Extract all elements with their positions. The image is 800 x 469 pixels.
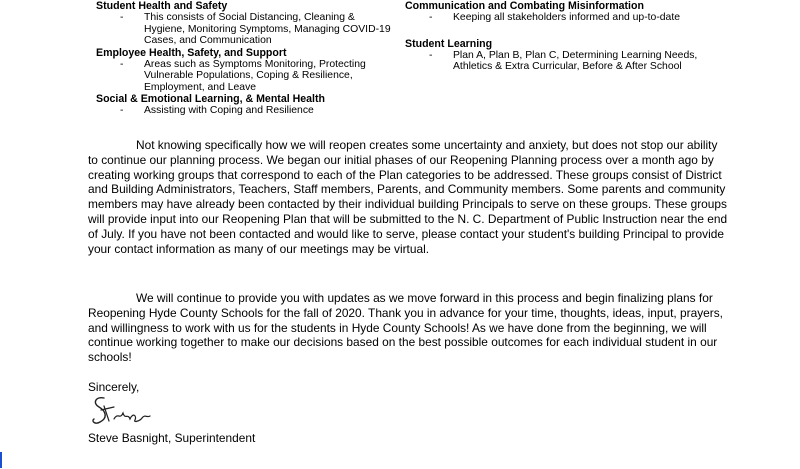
category-section <box>405 38 735 73</box>
category-section <box>96 93 396 117</box>
right-plan-categories <box>405 0 735 73</box>
category-bullet: - Areas such as Symptoms Monitoring, Protecting Vulnerable Populations, Coping & Resilience, Employment, and Leave <box>120 58 366 93</box>
category-section <box>96 47 396 94</box>
category-heading: Employee Health, Safety, and Support <box>96 46 287 59</box>
category-bullet: - This consists of Social Distancing, Cleaning & Hygiene, Monitoring Symptoms, Managing COVID-19 Cases, and Communication <box>120 12 391 46</box>
category-bullet: - Plan A, Plan B, Plan C, Determining Learning Needs, Athletics & Extra Curricular, Before & After School <box>429 49 698 72</box>
scan-edge-mark <box>0 452 2 468</box>
category-section <box>96 0 396 47</box>
category-heading: Student Health and Safety <box>96 0 228 12</box>
category-section <box>405 0 735 24</box>
dash-marker: - <box>120 105 124 116</box>
closing-salutation: Sincerely, <box>88 380 140 394</box>
dash-marker: - <box>120 12 124 23</box>
body-paragraph: We will continue to provide you with updates as we move forward in this process and begin finalizing plans for Reopening Hyde County Schools for the fall of 2020. Thank you in advance for your time, thoughts, ideas, input, prayers, and willingness to work with us for the students in Hyde County Schools! As we have done from the beginning, we will continue working together to make our decisions based on the best possible outcomes for each individual student in our schools! <box>88 291 723 365</box>
category-heading: Student Learning <box>405 37 493 50</box>
dash-marker: - <box>120 58 124 70</box>
signer-name: Steve Basnight, Superintendent <box>88 431 256 445</box>
category-bullet: - Keeping all stakeholders informed and up-to-date <box>429 12 681 23</box>
dash-marker: - <box>429 12 433 23</box>
body-paragraph: Not knowing specifically how we will reopen creates some uncertainty and anxiety, but does not stop our ability to continue our planning process. We began our initial phases of our Reopening Planning process over a month ago by creating working groups that correspond to each of the Plan categories to be addressed. These groups consist of District and Building Administrators, Teachers, Staff members, Parents, and Community members. Some parents and community members may have already been contacted by their individual building Principals to serve on these groups. These groups will provide input into our Reopening Plan that will be submitted to the N. C. Department of Public Instruction near the end of July. If you have not been contacted and would like to serve, please contact your student's building Principal to provide your contact information as many of our meetings may be virtual. <box>88 138 728 256</box>
category-heading: Communication and Combating Misinformation <box>405 0 644 12</box>
dash-marker: - <box>429 49 433 61</box>
category-heading: Social & Emotional Learning, & Mental Health <box>96 93 325 105</box>
left-plan-categories <box>96 0 396 117</box>
handwritten-signature <box>90 394 152 428</box>
category-bullet: - Assisting with Coping and Resilience <box>120 105 314 116</box>
